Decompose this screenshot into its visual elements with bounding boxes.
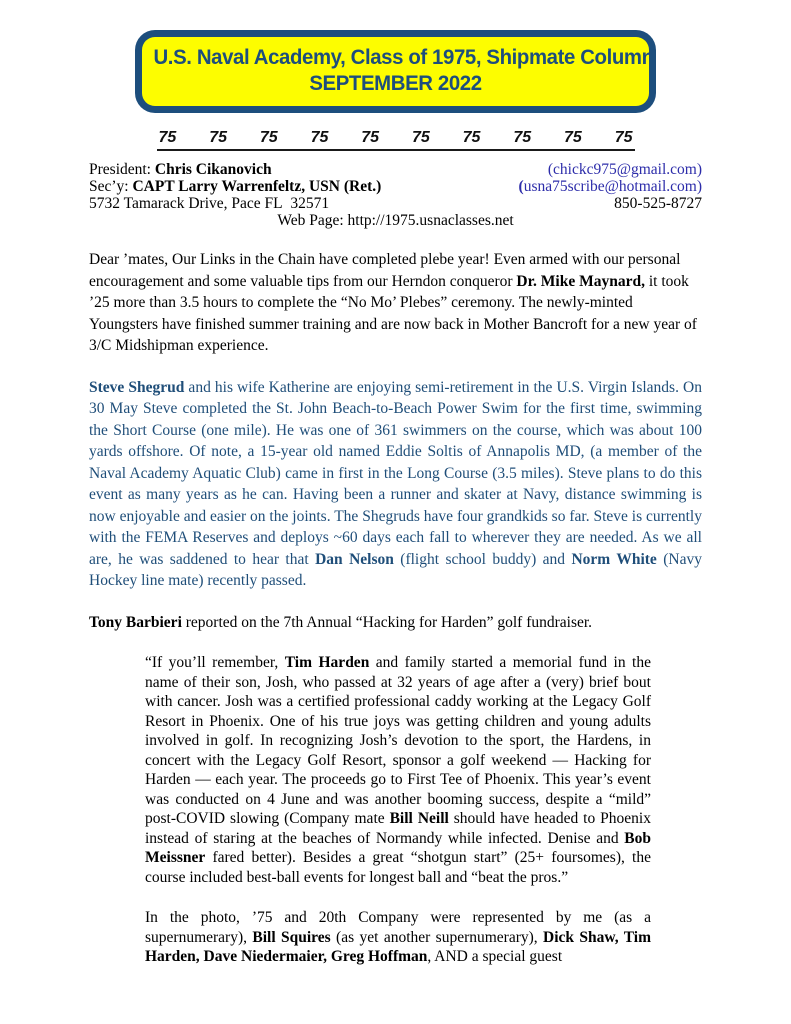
president-email-link[interactable]: (chickc975@gmail.com) <box>547 161 702 178</box>
secretary-name: CAPT Larry Warrenfeltz, USN (Ret.) <box>132 178 382 195</box>
class-75-logo: 75 <box>361 129 380 146</box>
president-name: Chris Cikanovich <box>154 161 272 178</box>
class-75-logo: 75 <box>158 129 177 146</box>
secretary-label: Sec’y: <box>89 178 133 195</box>
class-75-logo: 75 <box>411 129 430 146</box>
article-body <box>89 249 702 967</box>
contact-block <box>89 161 702 229</box>
class-75-logo: 75 <box>462 129 481 146</box>
secretary-row <box>89 178 702 195</box>
class-75-logo-row <box>157 128 635 151</box>
address-text: 5732 Tamarack Drive, Pace FL 32571 <box>89 195 330 212</box>
page-title: U.S. Naval Academy, Class of 1975, Shipmate Column <box>153 46 654 69</box>
header-banner <box>135 30 656 113</box>
president-label: President: <box>89 161 155 178</box>
president-row <box>89 161 702 178</box>
class-75-logo: 75 <box>209 129 227 146</box>
barbieri-paragraph: Tony Barbieri reported on the 7th Annual “Hacking for Harden” golf fundraiser. <box>89 613 593 631</box>
page-subtitle: SEPTEMBER 2022 <box>309 72 482 95</box>
class-75-logo: 75 <box>310 129 329 146</box>
intro-paragraph: Dear ’mates, Our Links in the Chain have completed plebe year! Even armed with our personal encouragement and some valuable tips from our Herndon conqueror Dr. Mike Maynard, it took ’25 more than 3.5 hours to complete the “No Mo’ Plebes” ceremony. The newly-minted Youngsters have finished summer training and are now back in Mother Bancroft for a new year of 3/C Midshipman experience. <box>89 251 697 354</box>
secretary-email-paren: ( <box>518 178 524 195</box>
header-banner-inner <box>142 37 654 106</box>
class-75-logo: 75 <box>564 129 582 146</box>
shegrud-paragraph: Steve Shegrud and his wife Katherine are enjoying semi-retirement in the U.S. Virgin Islands. On 30 May Steve completed the St. John Beach-to-Beach Power Swim for the first time, swimming the Short Course (one mile). He was one of 361 swimmers on the course, which was about 100 yards offshore. Of note, a 15-year old named Eddie Soltis of Annapolis MD, (a member of the Naval Academy Aquatic Club) came in first in the Long Course (3.5 miles). Steve plans to do this event as many years as he can. Having been a runner and skater at Navy, distance swimming is now enjoyable and easier on the joints. The Shegruds have four grandkids so far. Steve is currently with the FEMA Reserves and deploys ~60 days each fall to wherever they are needed. As we all are, he was saddened to hear that Dan Nelson (flight school buddy) and Norm White (Navy Hockey line mate) recently passed. <box>89 378 702 589</box>
harden-quote-paragraph-1: “If you’ll remember, Tim Harden and family started a memorial fund in the name of their son, Josh, who passed at 32 years of age after a (very) brief bout with cancer. Josh was a certified professional caddy working at the Legacy Golf Resort in Phoenix. One of his true joys was getting children and young adults involved in golf. In recognizing Josh’s devotion to the sport, the Hardens, in concert with the Legacy Golf Resort, sponsor a golf weekend — Hacking for Harden — each year. The proceeds go to First Tee of Phoenix. This year’s event was conducted on 4 June and was another booming success, despite a “mild” post-COVID slowing (Company mate Bill Neill should have headed to Phoenix instead of staring at the beaches of Normandy while infected. Denise and Bob Meissner fared better). Besides a great “shotgun start” (25+ foursomes), the course included best-ball events for longest ball and “beat the pros.” <box>145 654 651 886</box>
secretary-line <box>89 178 381 195</box>
secretary-email-wrap <box>519 178 702 195</box>
address-row <box>89 195 702 212</box>
harden-quote-paragraph-2: In the photo, ’75 and 20th Company were represented by me (as a supernumerary), Bill Squires (as yet another supernumerary), Dick Shaw, Tim Harden, Dave Niedermaier, Greg Hoffman, AND a special guest <box>145 909 651 965</box>
phone-number: 850-525-8727 <box>614 195 702 212</box>
secretary-email-link[interactable]: usna75scribe@hotmail.com) <box>523 178 702 195</box>
webpage-line: Web Page: http://1975.usnaclasses.net <box>277 212 514 229</box>
class-75-logo: 75 <box>513 129 532 146</box>
class-75-logo: 75 <box>614 129 633 146</box>
president-line <box>89 161 272 178</box>
class-75-logo: 75 <box>259 129 278 146</box>
